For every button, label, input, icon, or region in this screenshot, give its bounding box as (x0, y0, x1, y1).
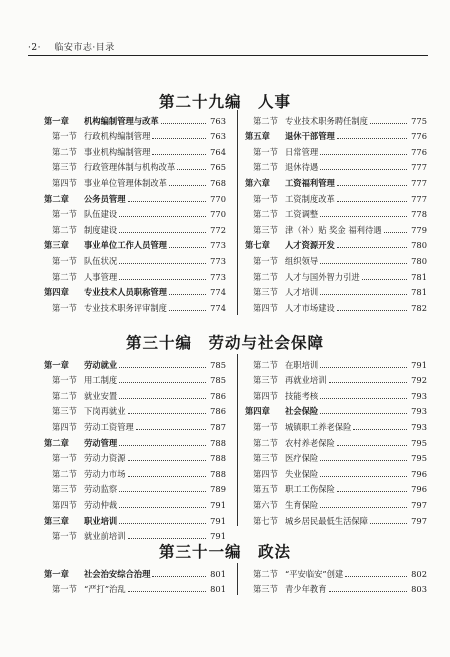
toc-entry-title: 医疗保险 (285, 453, 319, 464)
dot-leader (353, 429, 407, 430)
dot-leader (320, 413, 407, 414)
toc-page-number: 791 (210, 531, 226, 542)
toc-entry-title: 事业单位工作人员管理 (84, 240, 167, 251)
toc-entry-title: 专业技术职务聘任制度 (285, 115, 368, 126)
dot-leader (320, 154, 407, 155)
toc-section-entry[interactable] (44, 526, 226, 542)
dot-leader (320, 476, 407, 477)
dot-leader (152, 576, 206, 577)
toc-entry-number: 第四节 (52, 499, 77, 510)
toc-section-entry[interactable] (245, 479, 427, 495)
toc-section-entry[interactable] (44, 370, 226, 386)
toc-entry-title: 专业技术职务评审制度 (84, 302, 167, 313)
toc-section-entry[interactable] (44, 219, 226, 235)
running-header (28, 40, 115, 53)
toc-entry-number: 第一章 (44, 568, 69, 579)
dot-leader (169, 247, 206, 248)
toc-entry-number: 第三节 (253, 584, 278, 595)
toc-entry-number: 第五章 (245, 131, 270, 142)
toc-entry-number: 第四节 (253, 390, 278, 401)
dot-leader (320, 460, 407, 461)
toc-entry-number: 第三节 (52, 406, 77, 417)
toc-page-number: 796 (411, 484, 427, 495)
toc-page-number: 801 (210, 584, 226, 595)
toc-entry-number: 第一节 (253, 421, 278, 432)
toc-chapter-entry[interactable] (44, 432, 226, 448)
dot-leader (320, 169, 407, 170)
toc-page-number: 795 (411, 437, 427, 448)
toc-page-number: 793 (411, 390, 427, 401)
toc-entry-title: 农村养老保险 (285, 437, 335, 448)
toc-section-entry[interactable] (44, 157, 226, 173)
toc-page-number: 768 (210, 177, 226, 188)
toc-entry-number: 第二节 (52, 271, 77, 282)
toc-entry-number: 第二节 (253, 437, 278, 448)
header-rule (28, 55, 428, 56)
toc-page-number: 787 (210, 421, 226, 432)
toc-page-number: 793 (411, 421, 427, 432)
toc-section-entry[interactable] (245, 579, 427, 595)
toc-entry-title: 工资调整 (285, 209, 319, 220)
dot-leader (169, 310, 206, 311)
toc-entry-number: 第二章 (44, 193, 69, 204)
toc-section-entry[interactable] (44, 385, 226, 401)
toc-page-number: 785 (210, 359, 226, 370)
toc-entry-title: 事业机构编制管理 (84, 146, 151, 157)
toc-entry-title: 失业保险 (285, 468, 319, 479)
toc-section-entry[interactable] (44, 172, 226, 188)
toc-entry-title: 技能考核 (285, 390, 319, 401)
toc-entry-number: 第三节 (52, 484, 77, 495)
toc-entry-number: 第二章 (44, 437, 69, 448)
toc-entry-number: 第六节 (253, 499, 278, 510)
toc-page-number: 772 (210, 224, 226, 235)
toc-section-entry[interactable] (44, 126, 226, 142)
toc-page-number: 764 (210, 146, 226, 157)
toc-page-number: 780 (411, 240, 427, 251)
toc-section-entry[interactable] (44, 494, 226, 510)
toc-entry-number: 第二节 (253, 115, 278, 126)
toc-entry-title: 劳动仲裁 (84, 499, 118, 510)
page-number-mark: ·2· (28, 43, 41, 53)
toc-entry-number: 第二节 (253, 359, 278, 370)
toc-chapter-entry[interactable] (44, 563, 226, 579)
dot-leader (169, 185, 206, 186)
toc-chapter-entry[interactable] (245, 401, 427, 417)
toc-page-number: 779 (411, 224, 427, 235)
toc-entry-number: 第二节 (52, 390, 77, 401)
dot-leader (320, 507, 407, 508)
toc-entry-title: 人才培训 (285, 287, 319, 298)
toc-column-right (237, 563, 427, 595)
dot-leader (152, 154, 206, 155)
toc-chapter-entry[interactable] (44, 110, 226, 126)
toc-entry-number: 第四节 (253, 302, 278, 313)
section-title-31: 第三十一编 政法 (158, 542, 291, 561)
toc-entry-number: 第一节 (52, 375, 77, 386)
toc-entry-number: 第一节 (253, 193, 278, 204)
toc-section-entry[interactable] (44, 479, 226, 495)
toc-entry-title: 就业前培训 (84, 531, 126, 542)
toc-section-entry[interactable] (44, 141, 226, 157)
toc-entry-title: 工资福利管理 (285, 177, 335, 188)
dot-leader (161, 123, 206, 124)
toc-page-number: 791 (210, 515, 226, 526)
dot-leader (337, 247, 407, 248)
dot-leader (337, 201, 407, 202)
dot-leader (329, 591, 408, 592)
toc-entry-number: 第三章 (44, 515, 69, 526)
toc-section-entry[interactable] (245, 250, 427, 266)
toc-page-number: 780 (411, 255, 427, 266)
dot-leader (320, 398, 407, 399)
toc-entry-title: 队伍状况 (84, 255, 118, 266)
toc-entry-title: 人才与国外智力引进 (285, 271, 360, 282)
dot-leader (128, 201, 207, 202)
dot-leader (119, 263, 206, 264)
toc-section-entry[interactable] (245, 385, 427, 401)
toc-entry-title: 城镇职工养老保险 (285, 421, 352, 432)
dot-leader (119, 398, 206, 399)
toc-entry-title: 事业单位管理体制改革 (84, 177, 167, 188)
toc-page-number: 773 (210, 240, 226, 251)
toc-page-number: 797 (411, 499, 427, 510)
toc-entry-title: 公务员管理 (84, 193, 126, 204)
dot-leader (320, 263, 407, 264)
dot-leader (119, 216, 206, 217)
dot-leader (370, 123, 407, 124)
toc-entry-title: 队伍建设 (84, 209, 118, 220)
dot-leader (128, 460, 207, 461)
toc-entry-number: 第二节 (52, 468, 77, 479)
dot-leader (119, 232, 206, 233)
dot-leader (337, 138, 407, 139)
toc-entry-title: 劳动管理 (84, 437, 118, 448)
toc-page-number: 795 (411, 453, 427, 464)
toc-section-entry[interactable] (44, 579, 226, 595)
dot-leader (119, 523, 206, 524)
toc-chapter-entry[interactable] (44, 188, 226, 204)
toc-page-number: 781 (411, 271, 427, 282)
toc-page-number: 789 (210, 484, 226, 495)
toc-entry-title: 劳动监察 (84, 484, 118, 495)
toc-page-number: 763 (210, 115, 226, 126)
toc-entry-title: 工资制度改革 (285, 193, 335, 204)
toc-page-number: 786 (210, 406, 226, 417)
toc-entry-number: 第一章 (44, 115, 69, 126)
toc-page-number: 796 (411, 468, 427, 479)
toc-entry-number: 第二节 (253, 162, 278, 173)
toc-entry-title: 劳动就业 (84, 359, 118, 370)
toc-entry-number: 第一节 (52, 255, 77, 266)
toc-page-number: 793 (411, 406, 427, 417)
section-title-30: 第三十编 劳动与社会保障 (125, 333, 324, 352)
toc-section-entry[interactable] (245, 266, 427, 282)
toc-entry-title: 日常管理 (285, 146, 319, 157)
toc-entry-title: 行政机构编制管理 (84, 131, 151, 142)
dot-leader (119, 367, 206, 368)
dot-leader (177, 169, 206, 170)
toc-entry-title: 制度建设 (84, 224, 118, 235)
toc-section-entry[interactable] (245, 157, 427, 173)
toc-section-entry[interactable] (44, 297, 226, 313)
toc-column-left (44, 110, 226, 313)
toc-entry-number: 第三节 (253, 287, 278, 298)
toc-entry-title: “严打”治乱 (84, 584, 126, 595)
toc-section-entry[interactable] (245, 204, 427, 220)
toc-entry-number: 第四章 (245, 406, 270, 417)
toc-section-entry[interactable] (245, 463, 427, 479)
dot-leader (119, 445, 206, 446)
dot-leader (136, 429, 206, 430)
toc-entry-title: 青少年教育 (285, 584, 327, 595)
toc-entry-number: 第二节 (253, 271, 278, 282)
toc-page-number: 778 (411, 209, 427, 220)
toc-entry-number: 第二节 (52, 146, 77, 157)
toc-entry-title: 人才资源开发 (285, 240, 335, 251)
toc-entry-number: 第一节 (52, 453, 77, 464)
toc-entry-number: 第七节 (253, 515, 278, 526)
toc-entry-title: 机构编制管理与改革 (84, 115, 159, 126)
toc-section-entry[interactable] (245, 282, 427, 298)
toc-entry-title: 人才市场建设 (285, 302, 335, 313)
toc-entry-number: 第一节 (52, 131, 77, 142)
toc-page-number: 776 (411, 131, 427, 142)
toc-entry-title: 劳动力市场 (84, 468, 126, 479)
toc-entry-title: 社会治安综合治理 (84, 568, 151, 579)
toc-page-number: 785 (210, 375, 226, 386)
toc-page-number: 797 (411, 515, 427, 526)
dot-leader (320, 294, 407, 295)
toc-entry-title: 社会保险 (285, 406, 319, 417)
toc-page-number: 770 (210, 193, 226, 204)
toc-entry-title: “平安临安”创建 (285, 568, 344, 579)
toc-page-number: 788 (210, 453, 226, 464)
dot-leader (119, 507, 206, 508)
toc-page-number: 801 (210, 568, 226, 579)
dot-leader (119, 382, 206, 383)
toc-entry-title: 行政管理体制与机构改革 (84, 162, 176, 173)
toc-entry-number: 第四节 (52, 421, 77, 432)
toc-page-number: 770 (210, 209, 226, 220)
toc-entry-number: 第四节 (253, 468, 278, 479)
toc-section-entry[interactable] (245, 297, 427, 313)
dot-leader (128, 538, 207, 539)
toc-entry-number: 第三节 (253, 375, 278, 386)
toc-page-number: 802 (411, 568, 427, 579)
dot-leader (169, 294, 206, 295)
toc-section-entry[interactable] (44, 463, 226, 479)
toc-section-entry[interactable] (245, 188, 427, 204)
toc-page-number: 792 (411, 375, 427, 386)
toc-entry-number: 第七章 (245, 240, 270, 251)
toc-page-number: 791 (210, 499, 226, 510)
toc-entry-number: 第三节 (52, 162, 77, 173)
toc-page-number: 788 (210, 468, 226, 479)
toc-page-number: 774 (210, 302, 226, 313)
toc-entry-number: 第一节 (253, 255, 278, 266)
toc-entry-title: 职工工伤保险 (285, 484, 335, 495)
toc-section-entry[interactable] (44, 204, 226, 220)
toc-entry-number: 第四节 (52, 177, 77, 188)
section-title-29: 第二十九编 人事 (158, 92, 291, 111)
toc-entry-title: 在职培训 (285, 359, 319, 370)
toc-page-number: 763 (210, 131, 226, 142)
toc-section-entry[interactable] (245, 354, 427, 370)
dot-leader (337, 491, 407, 492)
dot-leader (320, 367, 407, 368)
toc-entry-number: 第一节 (52, 584, 77, 595)
toc-page-number: 782 (411, 302, 427, 313)
dot-leader (152, 138, 206, 139)
toc-chapter-entry[interactable] (245, 235, 427, 251)
toc-entry-number: 第一节 (52, 302, 77, 313)
toc-entry-title: 劳动力资源 (84, 453, 126, 464)
toc-page-number: 773 (210, 255, 226, 266)
toc-entry-number: 第一节 (52, 209, 77, 220)
dot-leader (128, 476, 207, 477)
toc-entry-title: 下岗再就业 (84, 406, 126, 417)
toc-entry-title: 劳动工资管理 (84, 421, 134, 432)
toc-entry-title: 就业安置 (84, 390, 118, 401)
toc-section-entry[interactable] (245, 110, 427, 126)
toc-entry-title: 专业技术人员职称管理 (84, 287, 167, 298)
toc-entry-number: 第三节 (253, 453, 278, 464)
toc-page-number: 777 (411, 193, 427, 204)
toc-entry-number: 第三章 (44, 240, 69, 251)
toc-page-number: 773 (210, 271, 226, 282)
running-title: 临安市志·目录 (54, 43, 115, 53)
toc-column-left (44, 563, 226, 594)
dot-leader (320, 216, 407, 217)
toc-page-number: 786 (210, 390, 226, 401)
dot-leader (128, 413, 207, 414)
toc-chapter-entry[interactable] (44, 282, 226, 298)
toc-section-entry[interactable] (245, 563, 427, 579)
toc-entry-title: 用工制度 (84, 375, 118, 386)
toc-section-entry[interactable] (44, 401, 226, 417)
toc-chapter-entry[interactable] (245, 172, 427, 188)
toc-column-right (237, 110, 427, 315)
toc-chapter-entry[interactable] (44, 510, 226, 526)
toc-entry-title: 人事管理 (84, 271, 118, 282)
toc-chapter-entry[interactable] (44, 235, 226, 251)
toc-entry-number: 第一节 (253, 146, 278, 157)
toc-entry-number: 第二节 (253, 209, 278, 220)
toc-column-left (44, 354, 226, 541)
toc-entry-number: 第一章 (44, 359, 69, 370)
toc-entry-number: 第六章 (245, 177, 270, 188)
toc-page-number: 777 (411, 162, 427, 173)
toc-section-entry[interactable] (44, 250, 226, 266)
toc-section-entry[interactable] (245, 510, 427, 526)
toc-page-number: 803 (411, 584, 427, 595)
toc-entry-number: 第二节 (52, 224, 77, 235)
dot-leader (370, 523, 407, 524)
toc-section-entry[interactable] (245, 432, 427, 448)
toc-section-entry[interactable] (245, 494, 427, 510)
toc-entry-title: 退休干部管理 (285, 131, 335, 142)
toc-entry-number: 第一节 (52, 531, 77, 542)
dot-leader (337, 310, 407, 311)
toc-section-entry[interactable] (44, 266, 226, 282)
toc-section-entry[interactable] (245, 416, 427, 432)
dot-leader (337, 445, 407, 446)
toc-section-entry[interactable] (44, 448, 226, 464)
toc-entry-title: 生育保险 (285, 499, 319, 510)
toc-entry-title: 退休待遇 (285, 162, 319, 173)
toc-entry-title: 津（补）贴 奖金 福利待遇 (285, 224, 382, 235)
toc-chapter-entry[interactable] (245, 126, 427, 142)
toc-entry-number: 第四章 (44, 287, 69, 298)
toc-entry-number: 第五节 (253, 484, 278, 495)
toc-section-entry[interactable] (245, 219, 427, 235)
dot-leader (119, 279, 206, 280)
toc-section-entry[interactable] (44, 416, 226, 432)
toc-entry-title: 组织领导 (285, 255, 319, 266)
toc-entry-title: 再就业培训 (285, 375, 327, 386)
toc-page-number: 788 (210, 437, 226, 448)
toc-entry-title: 城乡居民最低生活保障 (285, 515, 368, 526)
dot-leader (119, 491, 206, 492)
toc-entry-title: 职业培训 (84, 515, 118, 526)
dot-leader (329, 382, 408, 383)
toc-page-number: 777 (411, 177, 427, 188)
toc-page-number: 781 (411, 287, 427, 298)
dot-leader (384, 232, 407, 233)
toc-page-number: 776 (411, 146, 427, 157)
toc-chapter-entry[interactable] (44, 354, 226, 370)
dot-leader (345, 576, 407, 577)
dot-leader (362, 279, 407, 280)
toc-section-entry[interactable] (245, 370, 427, 386)
toc-entry-number: 第二节 (253, 568, 278, 579)
toc-page-number: 775 (411, 115, 427, 126)
toc-entry-number: 第三节 (253, 224, 278, 235)
toc-page-number: 774 (210, 287, 226, 298)
dot-leader (337, 185, 407, 186)
dot-leader (128, 591, 206, 592)
toc-section-entry[interactable] (245, 448, 427, 464)
toc-page-number: 791 (411, 359, 427, 370)
toc-page-number: 765 (210, 162, 226, 173)
toc-column-right (237, 354, 427, 526)
toc-section-entry[interactable] (245, 141, 427, 157)
